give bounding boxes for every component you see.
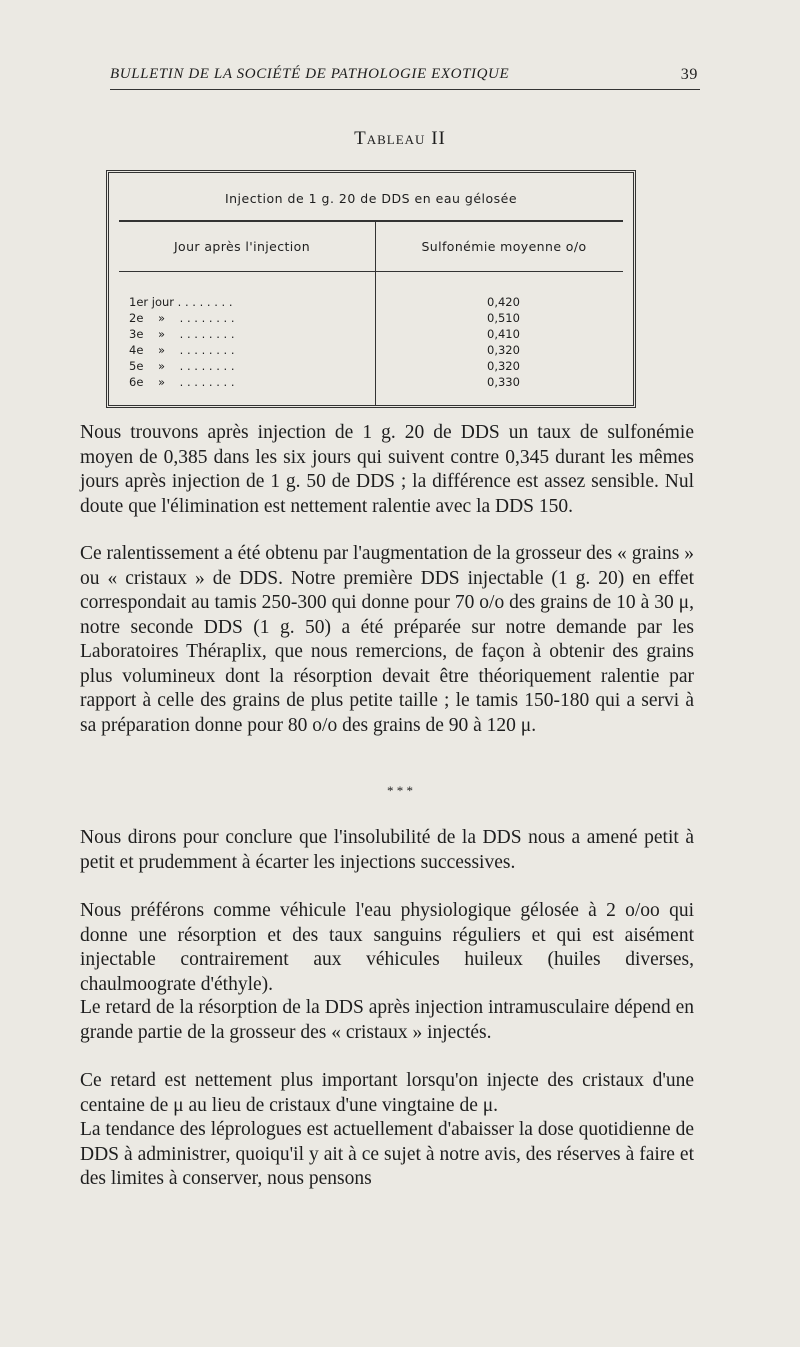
value-cell: 0,320	[487, 359, 520, 373]
value-cell: 0,510	[487, 311, 520, 325]
value-cell: 0,320	[487, 343, 520, 357]
value-cell: 0,420	[487, 295, 520, 309]
column-header-day: Jour après l'injection	[173, 239, 311, 254]
paragraph-4	[80, 899, 694, 997]
value-cell: 0,330	[487, 375, 520, 389]
table-rule-top	[119, 220, 623, 222]
table-row	[109, 375, 633, 391]
day-cell: 3e » . . . . . . . .	[129, 327, 235, 341]
day-cell: 4e » . . . . . . . .	[129, 343, 235, 357]
paragraph-text: Le retard de la résorption de la DDS après injection intramusculaire dépend en grande partie de la grosseur des « cristaux » injectés.	[80, 997, 694, 1043]
running-header	[110, 66, 700, 90]
table-body	[109, 295, 633, 391]
paragraph-2	[80, 542, 694, 738]
day-cell: 5e » . . . . . . . .	[129, 359, 235, 373]
sulfonemia-table	[106, 170, 636, 408]
paragraph-text: La tendance des léprologues est actuellement d'abaisser la dose quotidienne de DDS à administrer, quoiqu'il y ait à ce sujet à notre avis, des réserves à faire et des limites à conserver, nous pensons	[80, 1119, 694, 1189]
table-row	[109, 359, 633, 375]
day-cell: 1er jour . . . . . . . .	[129, 295, 233, 309]
paragraph-text: Nous trouvons après injection de 1 g. 20 de DDS un taux de sulfonémie moyen de 0,385 dans les six jours qui suivent contre 0,345 durant les mêmes jours après injection de 1 g. 50 de DDS ; la différence est assez sensible. Nul doute que l'élimination est nettement ralentie avec la DDS 150.	[80, 422, 694, 517]
paragraph-text: Nous dirons pour conclure que l'insolubilité de la DDS nous a amené petit à petit et prudemment à écarter les injections successives.	[80, 827, 694, 873]
table-caption: Injection de 1 g. 20 de DDS en eau gélosée	[224, 191, 518, 206]
paragraph-6	[80, 1069, 694, 1118]
table-title: Tableau II	[354, 128, 446, 149]
day-cell: 6e » . . . . . . . .	[129, 375, 235, 389]
column-header-sulfonemia: Sulfonémie moyenne o/o	[421, 239, 587, 254]
table-row	[109, 295, 633, 311]
paragraph-3	[80, 826, 694, 875]
running-title: BULLETIN DE LA SOCIÉTÉ DE PATHOLOGIE EXOTIQUE	[110, 66, 510, 82]
page-number: 39	[680, 66, 698, 83]
paragraph-7	[80, 1118, 694, 1192]
value-cell: 0,410	[487, 327, 520, 341]
day-cell: 2e » . . . . . . . .	[129, 311, 235, 325]
table-rule-mid	[119, 271, 623, 272]
table-row	[109, 327, 633, 343]
paragraph-text: Ce ralentissement a été obtenu par l'augmentation de la grosseur des « grains » ou « cristaux » de DDS. Notre première DDS injectable (1 g. 20) en effet correspondait au tamis 250-300 qui donne pour 70 o/o des grains de 10 à 30 μ, notre seconde DDS (1 g. 50) a été préparée sur notre demande par les Laboratoires Théraplix, que nous remercions, de façon à obtenir des grains plus volumineux dont la résorption devait être théoriquement ralentie par rapport à celle des grains de plus petite taille ; le tamis 150-180 qui a servi à sa préparation donne pour 80 o/o des grains de 90 à 120 μ.	[80, 543, 694, 736]
paragraph-1	[80, 421, 694, 519]
section-separator: * * *	[387, 783, 413, 798]
table-row	[109, 343, 633, 359]
table-row	[109, 311, 633, 327]
paragraph-5	[80, 996, 694, 1045]
paragraph-text: Ce retard est nettement plus important lorsqu'on injecte des cristaux d'une centaine de μ au lieu de cristaux d'une vingtaine de μ.	[80, 1070, 694, 1116]
paragraph-text: Nous préférons comme véhicule l'eau physiologique gélosée à 2 o/oo qui donne une résorption et des taux sanguins réguliers et qui est aisément injectable contrairement aux véhicules huileux (huiles diverses, chaulmoograte d'éthyle).	[80, 900, 694, 995]
